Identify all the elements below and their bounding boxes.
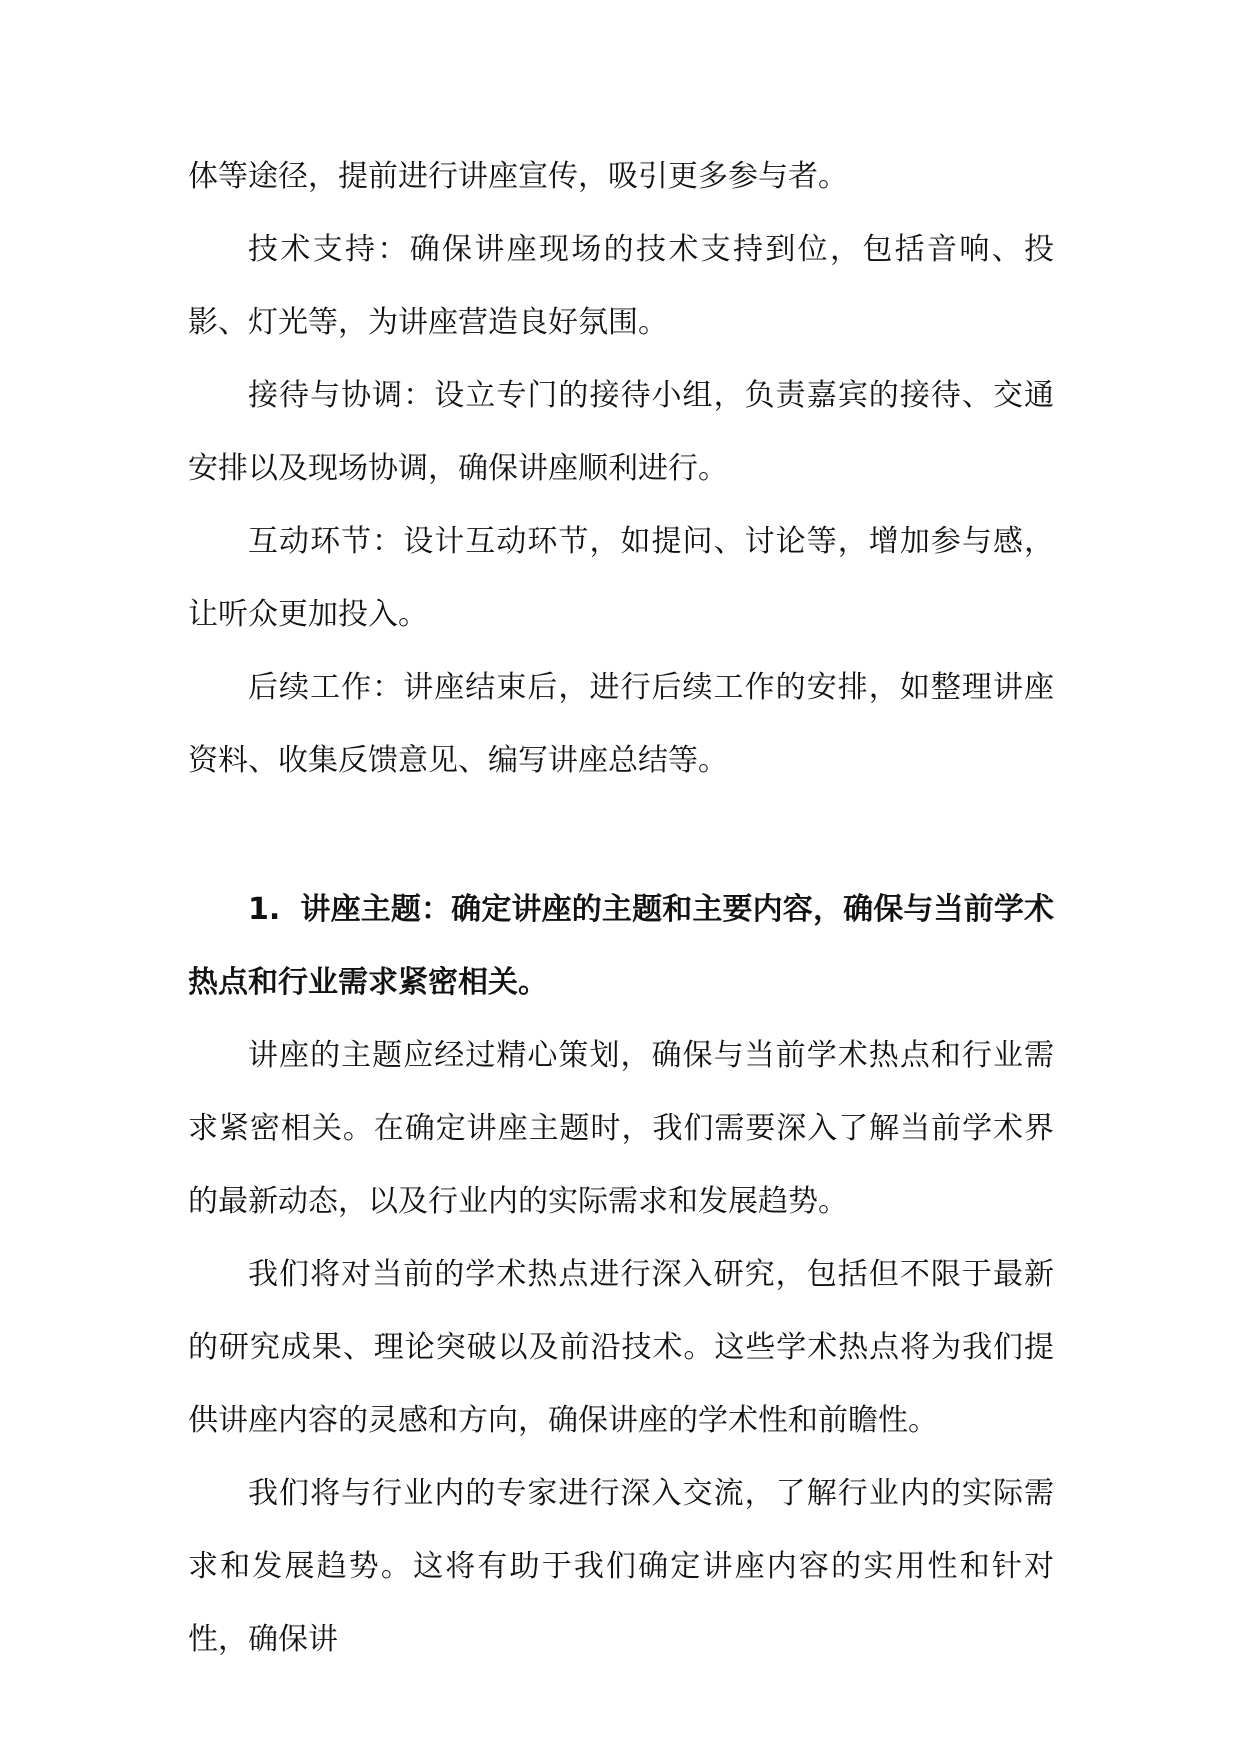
document-body: [188, 140, 1054, 1676]
paragraph-follow-up: 后续工作：讲座结束后，进行后续工作的安排，如整理讲座资料、收集反馈意见、编写讲座总结等。: [188, 670, 1054, 778]
paragraph-interaction: 互动环节：设计互动环节，如提问、讨论等，增加参与感，让听众更加投入。: [188, 524, 1054, 632]
body-paragraph-1: 讲座的主题应经过精心策划，确保与当前学术热点和行业需求紧密相关。在确定讲座主题时，我们需要深入了解当前学术界的最新动态，以及行业内的实际需求和发展趋势。: [188, 1038, 1054, 1219]
body-paragraph-3: 我们将与行业内的专家进行深入交流，了解行业内的实际需求和发展趋势。这将有助于我们确定讲座内容的实用性和针对性，确保讲: [188, 1476, 1054, 1657]
section-spacer: [188, 797, 1054, 873]
body-paragraph-2: 我们将对当前的学术热点进行深入研究，包括但不限于最新的研究成果、理论突破以及前沿技术。这些学术热点将为我们提供讲座内容的灵感和方向，确保讲座的学术性和前瞻性。: [188, 1257, 1054, 1438]
paragraph-reception-coordination: 接待与协调：设立专门的接待小组，负责嘉宾的接待、交通安排以及现场协调，确保讲座顺利进行。: [188, 378, 1054, 486]
continuation-paragraph: 体等途径，提前进行讲座宣传，吸引更多参与者。: [188, 159, 848, 194]
section-heading: [188, 873, 1054, 1019]
section-number: 1.: [248, 892, 281, 927]
paragraph-technical-support: 技术支持：确保讲座现场的技术支持到位，包括音响、投影、灯光等，为讲座营造良好氛围。: [188, 232, 1054, 340]
section-heading-text: 讲座主题：确定讲座的主题和主要内容，确保与当前学术热点和行业需求紧密相关。: [188, 892, 1054, 1000]
